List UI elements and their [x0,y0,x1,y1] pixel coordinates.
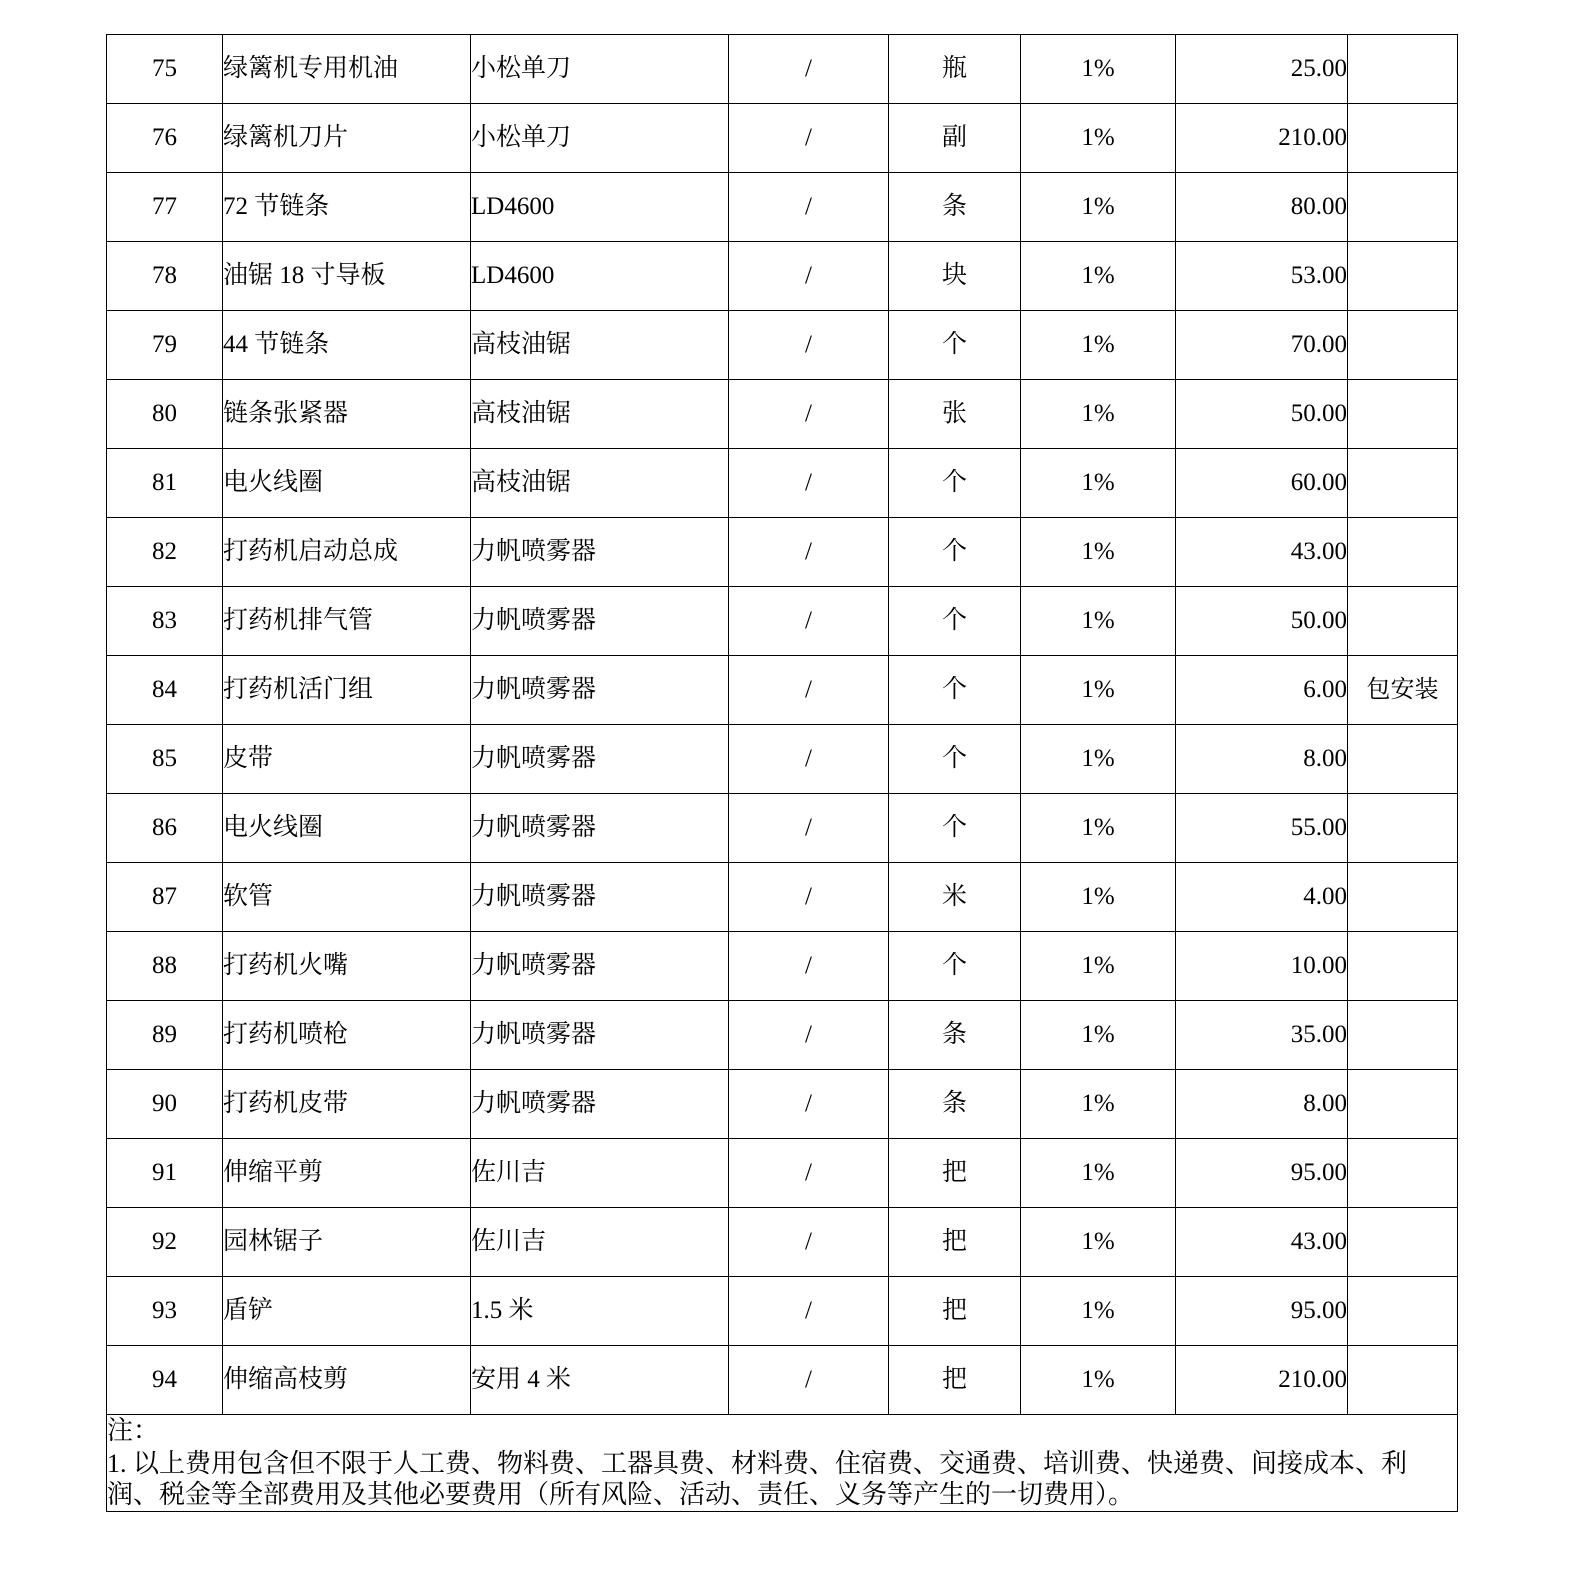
table-row [107,794,1458,863]
cell-spec: 力帆喷雾器 [471,863,729,932]
table-row [107,1001,1458,1070]
cell-no: 80 [107,380,223,449]
cell-drawing-no: / [729,518,889,587]
cell-unit: 个 [889,449,1021,518]
cell-rate: 1% [1021,518,1176,587]
cell-remark [1348,1001,1458,1070]
cell-rate: 1% [1021,932,1176,1001]
cell-rate: 1% [1021,1346,1176,1415]
cell-price: 210.00 [1176,104,1348,173]
cell-spec: 佐川吉 [471,1208,729,1277]
cell-unit: 个 [889,656,1021,725]
cell-drawing-no: / [729,587,889,656]
cell-name: 园林锯子 [223,1208,471,1277]
cell-unit: 个 [889,932,1021,1001]
cell-unit: 块 [889,242,1021,311]
cell-spec: 高枝油锯 [471,449,729,518]
table-row [107,173,1458,242]
cell-spec: 力帆喷雾器 [471,794,729,863]
cell-unit: 把 [889,1277,1021,1346]
cell-spec: 力帆喷雾器 [471,725,729,794]
cell-drawing-no: / [729,1001,889,1070]
cell-name: 皮带 [223,725,471,794]
cell-spec: 高枝油锯 [471,380,729,449]
cell-rate: 1% [1021,1277,1176,1346]
cell-rate: 1% [1021,1001,1176,1070]
cell-no: 87 [107,863,223,932]
cell-drawing-no: / [729,449,889,518]
note-cell [107,1415,1458,1512]
table-row [107,656,1458,725]
cell-no: 83 [107,587,223,656]
cell-rate: 1% [1021,794,1176,863]
cell-name: 伸缩高枝剪 [223,1346,471,1415]
cell-name: 伸缩平剪 [223,1139,471,1208]
cell-remark [1348,1208,1458,1277]
cell-drawing-no: / [729,794,889,863]
cell-price: 70.00 [1176,311,1348,380]
cell-rate: 1% [1021,863,1176,932]
cell-drawing-no: / [729,242,889,311]
cell-no: 88 [107,932,223,1001]
cell-price: 8.00 [1176,725,1348,794]
cell-spec: 佐川吉 [471,1139,729,1208]
table-row [107,587,1458,656]
table-row [107,1346,1458,1415]
cell-rate: 1% [1021,242,1176,311]
table-row [107,35,1458,104]
cell-spec: 小松单刀 [471,35,729,104]
table-row [107,863,1458,932]
cell-drawing-no: / [729,656,889,725]
cell-unit: 把 [889,1208,1021,1277]
cell-unit: 把 [889,1139,1021,1208]
cell-no: 78 [107,242,223,311]
cell-no: 79 [107,311,223,380]
cell-name: 打药机皮带 [223,1070,471,1139]
cell-drawing-no: / [729,932,889,1001]
cell-name: 绿篱机专用机油 [223,35,471,104]
cell-no: 91 [107,1139,223,1208]
cell-remark [1348,173,1458,242]
cell-no: 85 [107,725,223,794]
table-row [107,380,1458,449]
cell-price: 25.00 [1176,35,1348,104]
cell-drawing-no: / [729,1346,889,1415]
cell-spec: 高枝油锯 [471,311,729,380]
cell-remark [1348,1277,1458,1346]
note-body: 1. 以上费用包含但不限于人工费、物料费、工器具费、材料费、住宿费、交通费、培训费、快递费、间接成本、利润、税金等全部费用及其他必要费用（所有风险、活动、责任、义务等产生的一切费用）。 [107,1449,1408,1510]
cell-price: 6.00 [1176,656,1348,725]
cell-unit: 个 [889,725,1021,794]
cell-remark [1348,449,1458,518]
cell-drawing-no: / [729,1070,889,1139]
cell-name: 打药机活门组 [223,656,471,725]
cell-remark [1348,725,1458,794]
cell-drawing-no: / [729,311,889,380]
cell-unit: 个 [889,518,1021,587]
price-table [106,34,1458,1512]
cell-price: 10.00 [1176,932,1348,1001]
cell-spec: 1.5 米 [471,1277,729,1346]
table-row [107,311,1458,380]
cell-spec: LD4600 [471,173,729,242]
cell-drawing-no: / [729,863,889,932]
price-table-body [107,35,1458,1512]
cell-rate: 1% [1021,104,1176,173]
cell-spec: 力帆喷雾器 [471,656,729,725]
cell-price: 43.00 [1176,518,1348,587]
cell-price: 43.00 [1176,1208,1348,1277]
cell-rate: 1% [1021,587,1176,656]
cell-price: 210.00 [1176,1346,1348,1415]
cell-spec: 力帆喷雾器 [471,932,729,1001]
cell-rate: 1% [1021,1070,1176,1139]
cell-rate: 1% [1021,656,1176,725]
cell-remark [1348,518,1458,587]
cell-remark [1348,1139,1458,1208]
cell-price: 80.00 [1176,173,1348,242]
cell-no: 76 [107,104,223,173]
cell-drawing-no: / [729,725,889,794]
cell-unit: 条 [889,1001,1021,1070]
cell-name: 打药机火嘴 [223,932,471,1001]
cell-remark [1348,311,1458,380]
cell-rate: 1% [1021,725,1176,794]
cell-price: 50.00 [1176,380,1348,449]
cell-name: 打药机喷枪 [223,1001,471,1070]
cell-name: 电火线圈 [223,449,471,518]
cell-rate: 1% [1021,1139,1176,1208]
cell-price: 95.00 [1176,1277,1348,1346]
cell-no: 82 [107,518,223,587]
cell-drawing-no: / [729,35,889,104]
cell-unit: 条 [889,1070,1021,1139]
cell-name: 电火线圈 [223,794,471,863]
cell-name: 44 节链条 [223,311,471,380]
cell-drawing-no: / [729,173,889,242]
cell-name: 链条张紧器 [223,380,471,449]
cell-drawing-no: / [729,1139,889,1208]
table-row [107,518,1458,587]
cell-name: 软管 [223,863,471,932]
cell-unit: 条 [889,173,1021,242]
cell-remark [1348,1346,1458,1415]
cell-remark [1348,35,1458,104]
cell-spec: 力帆喷雾器 [471,587,729,656]
cell-drawing-no: / [729,104,889,173]
cell-no: 89 [107,1001,223,1070]
table-row [107,725,1458,794]
cell-spec: 小松单刀 [471,104,729,173]
cell-name: 打药机排气管 [223,587,471,656]
cell-rate: 1% [1021,449,1176,518]
cell-price: 50.00 [1176,587,1348,656]
table-row [107,1208,1458,1277]
cell-unit: 张 [889,380,1021,449]
cell-unit: 个 [889,794,1021,863]
cell-price: 55.00 [1176,794,1348,863]
cell-name: 72 节链条 [223,173,471,242]
cell-no: 81 [107,449,223,518]
cell-spec: 力帆喷雾器 [471,1001,729,1070]
cell-no: 93 [107,1277,223,1346]
cell-remark [1348,1070,1458,1139]
cell-name: 打药机启动总成 [223,518,471,587]
cell-price: 95.00 [1176,1139,1348,1208]
cell-no: 86 [107,794,223,863]
cell-spec: 力帆喷雾器 [471,518,729,587]
cell-remark [1348,794,1458,863]
cell-remark [1348,380,1458,449]
cell-rate: 1% [1021,380,1176,449]
table-row [107,932,1458,1001]
cell-price: 4.00 [1176,863,1348,932]
cell-remark [1348,104,1458,173]
cell-name: 绿篱机刀片 [223,104,471,173]
cell-drawing-no: / [729,380,889,449]
cell-drawing-no: / [729,1277,889,1346]
table-row [107,1277,1458,1346]
table-row [107,1070,1458,1139]
cell-remark: 包安装 [1348,656,1458,725]
cell-no: 92 [107,1208,223,1277]
cell-rate: 1% [1021,35,1176,104]
cell-price: 60.00 [1176,449,1348,518]
cell-remark [1348,932,1458,1001]
cell-spec: 力帆喷雾器 [471,1070,729,1139]
cell-unit: 把 [889,1346,1021,1415]
cell-unit: 个 [889,587,1021,656]
cell-no: 90 [107,1070,223,1139]
cell-no: 84 [107,656,223,725]
cell-remark [1348,242,1458,311]
cell-rate: 1% [1021,311,1176,380]
cell-unit: 瓶 [889,35,1021,104]
cell-remark [1348,587,1458,656]
cell-remark [1348,863,1458,932]
cell-unit: 个 [889,311,1021,380]
cell-spec: LD4600 [471,242,729,311]
cell-rate: 1% [1021,1208,1176,1277]
table-row [107,449,1458,518]
cell-no: 75 [107,35,223,104]
cell-price: 53.00 [1176,242,1348,311]
table-row [107,104,1458,173]
cell-spec: 安用 4 米 [471,1346,729,1415]
cell-drawing-no: / [729,1208,889,1277]
cell-rate: 1% [1021,173,1176,242]
cell-price: 35.00 [1176,1001,1348,1070]
note-row [107,1415,1458,1512]
cell-price: 8.00 [1176,1070,1348,1139]
cell-name: 盾铲 [223,1277,471,1346]
cell-no: 77 [107,173,223,242]
cell-unit: 米 [889,863,1021,932]
cell-no: 94 [107,1346,223,1415]
table-row [107,242,1458,311]
note-title: 注： [107,1416,160,1445]
cell-name: 油锯 18 寸导板 [223,242,471,311]
cell-unit: 副 [889,104,1021,173]
table-row [107,1139,1458,1208]
